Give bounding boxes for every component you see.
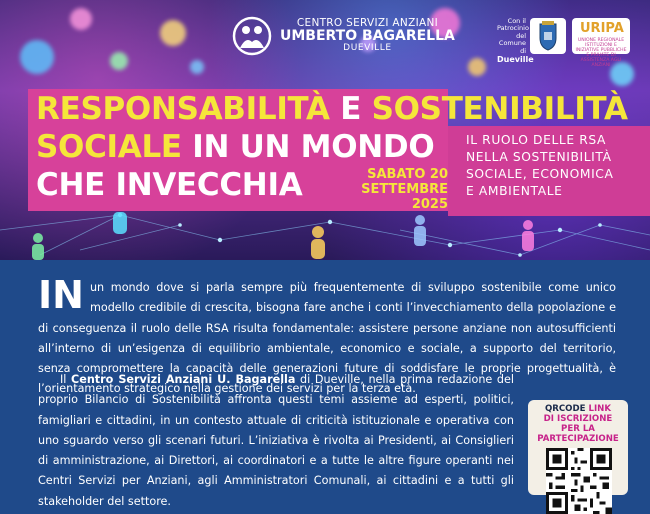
title-word: IN UN MONDO [192, 129, 435, 165]
event-date [330, 168, 448, 213]
crest-icon [530, 18, 566, 54]
uripa-logo-title: URIPA [580, 21, 624, 36]
subtitle-line: IL RUOLO DELLE RSA [466, 133, 607, 147]
qr-label-line: PER LA [561, 423, 595, 434]
patronage-text [497, 17, 534, 65]
paragraph-start: Il [60, 373, 67, 386]
registration-qr-box[interactable] [528, 400, 628, 495]
subtitle-line: SOCIALE, ECONOMICA [466, 166, 614, 181]
patronage-line: Comune di [498, 39, 526, 55]
qr-label-line: PARTECIPAZIONE [537, 433, 619, 444]
org-name-line3: DUEVILLE [343, 43, 392, 54]
paragraph-text: di Dueville, nella prima redazione del proprio Bilancio di Sostenibilità affronta questi temi assieme ad esperti, politici, famigliari e cittadini, in un contesto attuale di criticità istituzionale e operativa con uno sguardo verso gli scenari futuri. L’iniziativa è rivolta ai Presidenti, ai Consiglieri di amministrazione, ai Direttori, ai coordinatori e a tutte le altre figure operanti nei Centri Servizi per Anziani, agli Amministratori Comunali, ai cittadini e a tutti gli stakeholder del settore. [38, 373, 514, 508]
subtitle-line: E AMBIENTALE [466, 183, 563, 198]
title-word: RESPONSABILITÀ [36, 91, 330, 127]
family-icon [232, 16, 272, 56]
subtitle-line: NELLA SOSTENIBILITÀ [466, 149, 612, 164]
title-word: SOCIALE [36, 129, 182, 165]
organization-name: Centro Servizi Anziani U. Bagarella [71, 373, 296, 386]
title-word: E [340, 91, 362, 127]
uripa-logo [572, 18, 630, 69]
org-name-line2: UMBERTO BAGARELLA [280, 28, 455, 45]
qr-label [528, 405, 628, 445]
patronage-town: Dueville [497, 55, 534, 65]
drop-cap: IN [38, 273, 84, 317]
patronage-line: Patrocinio del [497, 24, 529, 40]
title-line3: CHE INVECCHIA [36, 167, 303, 203]
intro-text: un mondo dove si parla sempre più frequentemente di sviluppo sostenibile come unico modello credibile di crescita, bisogna fare anche i conti l’invecchiamento della popolazione e di conseguenza il ruolo delle RSA risulta fondamentale: assistere persone anziane non autosufficienti all’interno di un’esigenza di equilibrio ambientale, economico e sociale, a supporto del territorio, senza compromettere la capacità delle generazioni future di soddisfare le proprie progettualità, è l’orientamento strategico nella gestione dei servizi per la terza età. [38, 281, 616, 396]
organization-logo [232, 16, 455, 56]
event-date-line1: SABATO 20 [367, 167, 448, 182]
qr-label-link: LINK [588, 404, 612, 414]
qr-label-line: DI ISCRIZIONE [543, 413, 613, 424]
qr-label-prefix: QRCODE [544, 404, 586, 414]
municipality-crest [530, 18, 566, 54]
title-line2 [36, 129, 434, 165]
event-date-line2: SETTEMBRE 2025 [361, 181, 448, 212]
second-paragraph [38, 370, 514, 512]
body-section [0, 262, 650, 508]
uripa-logo-subtitle: UNIONE REGIONALE ISTITUZIONI E INIZIATIVE PUBBLICHE E PRIVATE DI ASSISTENZA AGLI ANZIANI [575, 38, 627, 69]
title-word: SOSTENIBILITÀ [371, 91, 628, 127]
event-subtitle [466, 132, 644, 200]
qr-code-icon[interactable] [546, 448, 612, 514]
title-line1 [36, 91, 628, 127]
org-name-line1: CENTRO SERVIZI ANZIANI [296, 17, 438, 30]
patronage-line: Con il [507, 17, 526, 25]
